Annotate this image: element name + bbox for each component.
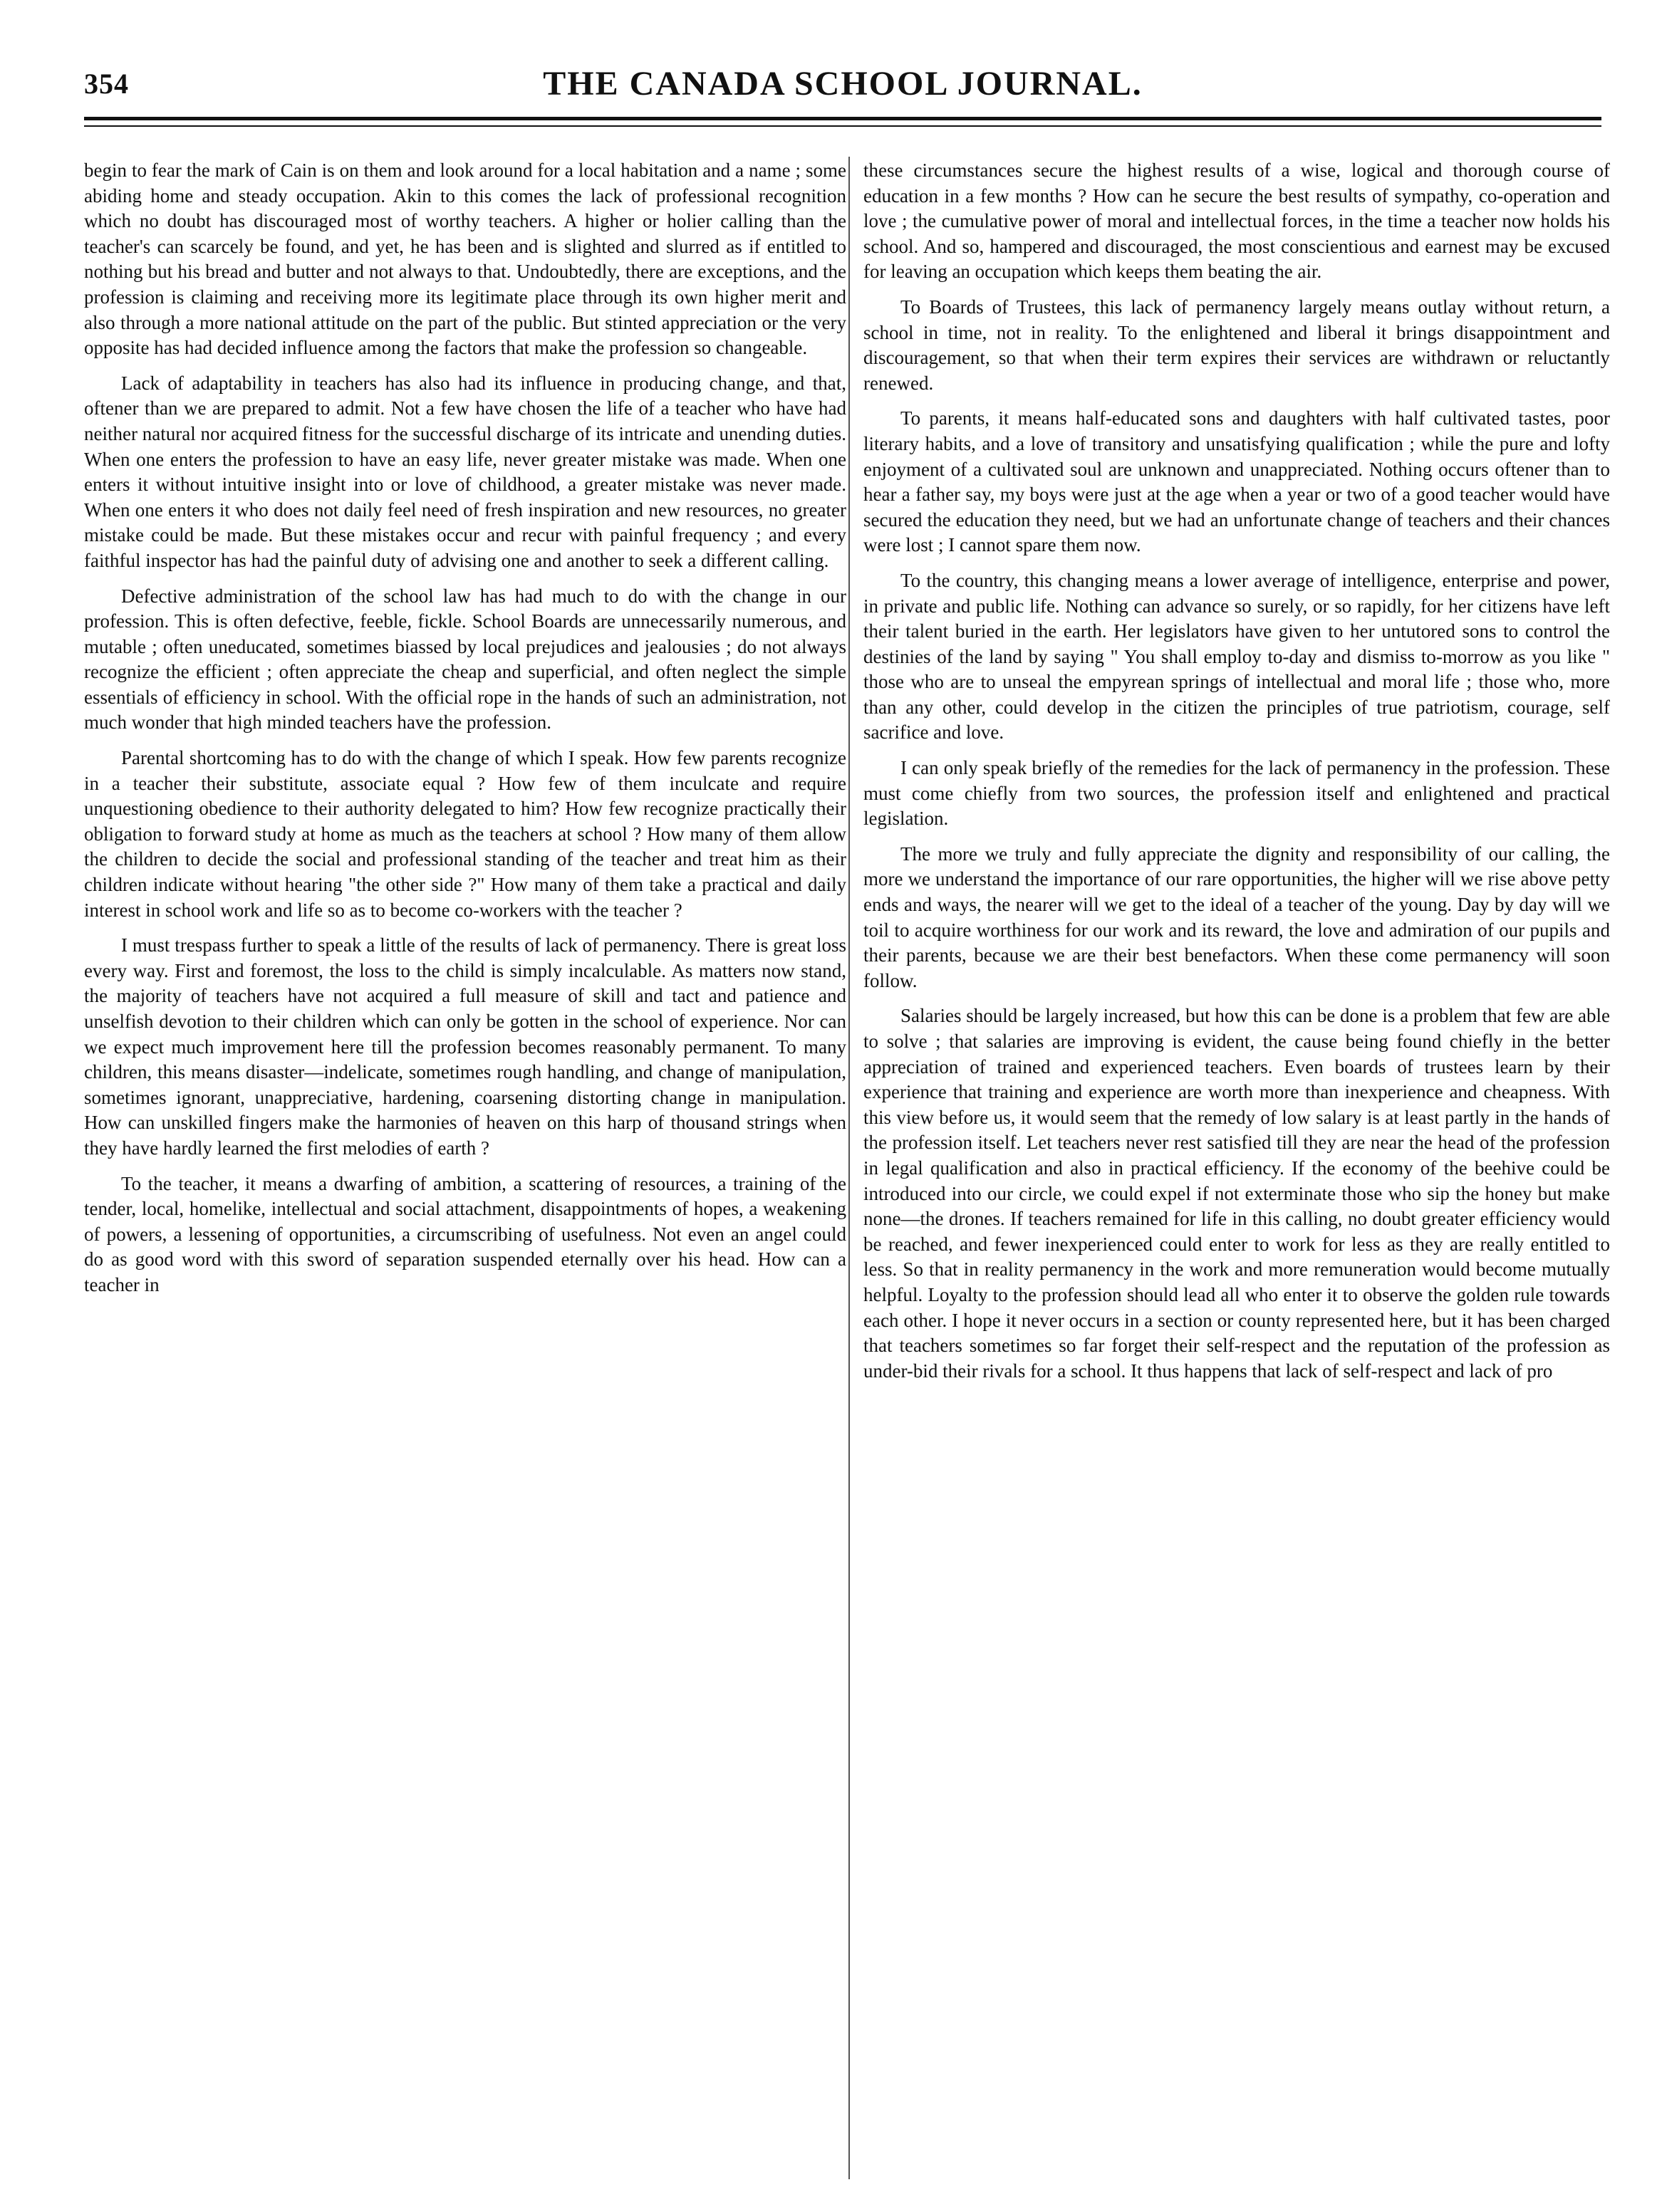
- page-number: 354: [84, 68, 129, 100]
- paragraph: Parental shortcoming has to do with the change of which I speak. How few parents recognize in a teacher their substitute, associate equal ? How few of them inculcate and require unquestioning obedience to their authority delegated to him? How few recognize practically their obligation to forward study at home as much as the teachers at school ? How many of them allow the children to decide the social and professional standing of the teacher and treat him as their children indicate without hearing "the other side ?" How many of them take a practical and daily interest in school work and life so as to become co-workers with the teacher ?: [84, 747, 846, 921]
- paragraph: these circumstances secure the highest results of a wise, logical and thorough course of education in a few months ? How can he secure the best results of sympathy, co-operation and love ; the cumulative power of moral and intellectual forces, in the time a teacher now holds his school. And so, hampered and discouraged, the most conscientious and earnest may be excused for leaving an occupation which keeps them beating the air.: [863, 160, 1610, 283]
- paragraph: I must trespass further to speak a little of the results of lack of permanency. There is great loss every way. First and foremost, the loss to the child is simply incalculable. As matters now stand, the majority of teachers have not acquired a full measure of skill and tact and patience and unselfish devotion to their children which can only be gotten in the school of experience. Nor can we expect much improvement here till the profession becomes reasonably permanent. To many children, this means disaster—indelicate, sometimes rough handling, and change of manipulation, sometimes ignorant, unappreciative, hardening, coarsening distorting change in manipulation. How can unskilled fingers make the harmonies of heaven on this harp of thousand strings when they have hardly learned the first melodies of earth ?: [84, 934, 846, 1159]
- column-divider: [848, 157, 850, 2179]
- paragraph: I can only speak briefly of the remedies for the lack of permanency in the profession. These must come chiefly from two sources, the profession itself and enlightened and practical legislation.: [863, 757, 1610, 830]
- paragraph: Salaries should be largely increased, but how this can be done is a problem that few are able to solve ; that salaries are improving is evident, the cause being found chiefly in the better appreciation of trained and experienced teachers. Even boards of trustees learn by their experience that training and experience are worth more than inexperience and cheapness. With this view before us, it would seem that the remedy of low salary is at least partly in the hands of the profession itself. Let teachers never rest satisfied till they are near the head of the profession in legal qualification and also in practical efficiency. If the economy of the beehive could be introduced into our circle, we could expel if not exterminate those who sip the honey but make none—the drones. If teachers remained for life in this calling, no doubt greater efficiency would be reached, and fewer inexperienced could enter to work for less as they are really entitled to less. So that in reality permanency in the work and more remuneration would become mutually helpful. Loyalty to the profession should lead all who enter it to observe the golden rule towards each other. I hope it never occurs in a section or county represented here, but it has been charged that teachers sometimes so far forget their self-respect and the reputation of the profession as under-bid their rivals for a school. It thus happens that lack of self-respect and lack of pro: [863, 1005, 1610, 1382]
- journal-title: THE CANADA SCHOOL JOURNAL.: [543, 65, 1143, 103]
- paragraph: begin to fear the mark of Cain is on them and look around for a local habitation and a name ; some abiding home and steady occupation. Akin to this comes the lack of professional recognition which no doubt has discouraged most of worthy teachers. A higher or holier calling than the teacher's can scarcely be found, and yet, he has been and is slighted and slurred as if entitled to nothing but his bread and butter and not always to that. Undoubtedly, there are exceptions, and the profession is claiming and receiving more its legitimate place through its own higher merit and also through a more national attitude on the part of the public. But stinted appreciation or the very opposite has had decided influence among the factors that make the profession so changeable.: [84, 160, 846, 359]
- left-column: [84, 158, 846, 2188]
- header-rule-thin: [84, 125, 1601, 127]
- paragraph: Defective administration of the school law has had much to do with the change in our profession. This is often defective, feeble, fickle. School Boards are unnecessarily numerous, and mutable ; often uneducated, sometimes biassed by local prejudices and jealousies ; do not always recognize the efficient ; often appreciate the cheap and superficial, and often neglect the simple essentials of efficiency in school. With the official rope in the hands of such an administration, not much wonder that high minded teachers have the profession.: [84, 585, 846, 734]
- paragraph: To the teacher, it means a dwarfing of ambition, a scattering of resources, a training of the tender, local, homelike, intellectual and social attachment, disappointments of hopes, a weakening of powers, a lessening of opportunities, a circumscribing of usefulness. Not even an angel could do as good word with this sword of separation suspended eternally over his head. How can a teacher in: [84, 1172, 846, 1295]
- page-header: [84, 66, 1601, 115]
- right-column: [863, 158, 1610, 2188]
- header-rule-thick: [84, 117, 1601, 120]
- paragraph: To parents, it means half-educated sons and daughters with half cultivated tastes, poor literary habits, and a love of transitory and unsatisfying qualification ; while the pure and lofty enjoyment of a cultivated soul are unknown and unappreciated. Nothing occurs oftener than to hear a father say, my boys were just at the age when a year or two of a good teacher would have secured the education they need, but we had an unfortunate change of teachers and their chances were lost ; I cannot spare them now.: [863, 407, 1610, 556]
- paragraph: To Boards of Trustees, this lack of permanency largely means outlay without return, a school in time, not in reality. To the enlightened and liberal it brings disappointment and discouragement, so that when their term expires their services are withdrawn or reluctantly renewed.: [863, 296, 1610, 394]
- paragraph: The more we truly and fully appreciate the dignity and responsibility of our calling, the more we understand the importance of our rare opportunities, the higher will we rise above petty ends and ways, the nearer will we get to the ideal of a teacher of the young. Day by day will we toil to acquire worthiness for our work and its reward, the love and admiration of our pupils and their parents, because we are their best benefactors. When these come permanency will soon follow.: [863, 842, 1610, 991]
- paragraph: Lack of adaptability in teachers has also had its influence in producing change, and that, oftener than we are prepared to admit. Not a few have chosen the life of a teacher who have had neither natural nor acquired fitness for the successful discharge of its intricate and unending duties. When one enters the profession to have an easy life, never greater mistake was made. When one enters it without intuitive insight into or love of childhood, a greater mistake was never made. When one enters it who does not daily feel need of fresh inspiration and new resources, no greater mistake could be made. But these mistakes occur and recur with painful frequency ; and every faithful inspector has had the painful duty of advising one and another to seek a different calling.: [84, 372, 846, 571]
- paragraph: To the country, this changing means a lower average of intelligence, enterprise and power, in private and public life. Nothing can advance so surely, or so rapidly, for her citizens have left their talent buried in the earth. Her legislators have given to her untutored sons to control the destinies of the land by saying " You shall employ to-day and dismiss to-morrow as you like " those who are to unseal the empyrean springs of intellectual and moral life ; those who, more than any other, could develop in the citizen the principles of true patriotism, courage, self sacrifice and love.: [863, 569, 1610, 744]
